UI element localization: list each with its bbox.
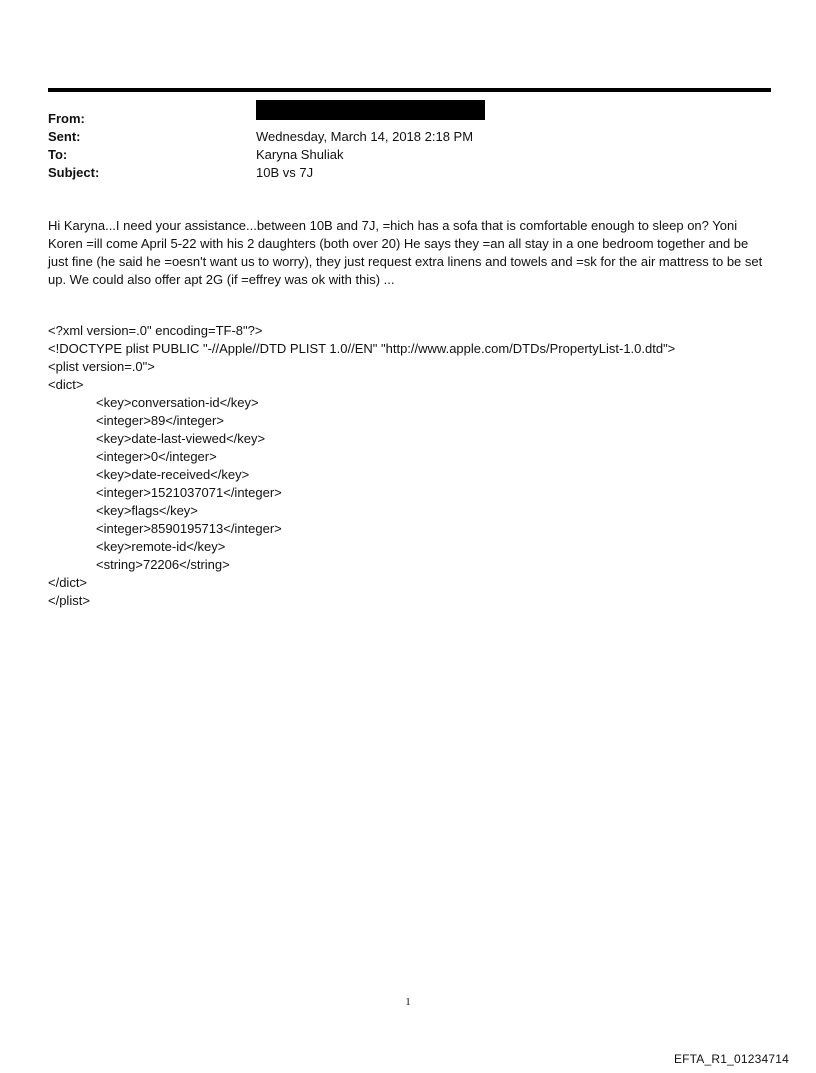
xml-line: <integer>1521037071</integer> [96, 485, 282, 500]
to-label: To: [48, 147, 68, 162]
from-row [48, 110, 771, 128]
xml-line: <string>72206</string> [96, 557, 230, 572]
xml-line: <integer>8590195713</integer> [96, 521, 282, 536]
page-number: 1 [405, 996, 411, 1008]
subject-row [48, 164, 771, 182]
xml-line: <key>remote-id</key> [96, 539, 226, 554]
xml-dict-close: </dict> [48, 575, 88, 590]
xml-plist-close: </plist> [48, 593, 90, 608]
from-value [256, 110, 771, 128]
xml-line: <key>date-last-viewed</key> [96, 431, 266, 446]
document-id: EFTA_R1_01234714 [673, 1052, 789, 1066]
xml-line: <integer>89</integer> [96, 413, 224, 428]
from-label: From: [48, 111, 85, 126]
xml-line: <key>conversation-id</key> [96, 395, 259, 410]
subject-value: 10B vs 7J [256, 165, 314, 180]
to-value: Karyna Shuliak [256, 147, 344, 162]
xml-plist-block [48, 322, 771, 610]
email-header [48, 110, 771, 182]
top-divider [48, 88, 771, 92]
sent-label: Sent: [48, 129, 81, 144]
to-row [48, 146, 771, 164]
xml-line: <key>date-received</key> [96, 467, 250, 482]
subject-label: Subject: [48, 165, 100, 180]
xml-plist-open: <plist version=.0"> [48, 359, 155, 374]
message-body: Hi Karyna...I need your assistance...between 10B and 7J, =hich has a sofa that is comfortable enough to sleep on? Yoni Koren =ill come April 5-22 with his 2 daughters (both over 20) He says they =an all stay in a one bedroom together and be just fine (he said he =oesn't want us to worry), they just request extra linens and towels and =sk for the air mattress to be set up. We could also offer apt 2G (if =effrey was ok with this) ... [48, 218, 763, 287]
xml-line: <integer>0</integer> [96, 449, 217, 464]
redaction-block [256, 100, 485, 120]
xml-doctype: <!DOCTYPE plist PUBLIC "-//Apple//DTD PLIST 1.0//EN" "http://www.apple.com/DTDs/PropertyList-1.0.dtd"> [48, 341, 676, 356]
sent-value: Wednesday, March 14, 2018 2:18 PM [256, 129, 474, 144]
xml-line: <key>flags</key> [96, 503, 198, 518]
sent-row [48, 128, 771, 146]
xml-dict-open: <dict> [48, 377, 84, 392]
xml-declaration: <?xml version=.0" encoding=TF-8"?> [48, 323, 263, 338]
